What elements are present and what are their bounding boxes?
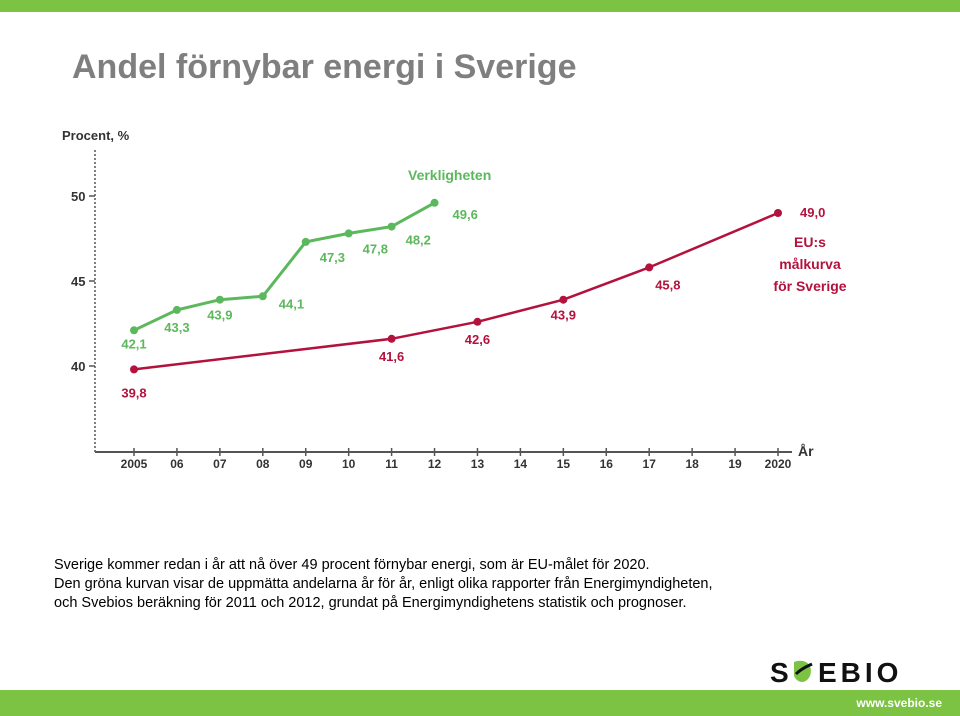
series-name-eu-target: målkurva <box>779 256 841 272</box>
x-tick-label: 2020 <box>764 457 792 471</box>
x-tick-label: 2005 <box>120 457 148 471</box>
data-label-green: 44,1 <box>278 296 305 312</box>
x-tick-label: 19 <box>728 457 742 471</box>
caption-line-3: och Svebios beräkning för 2011 och 2012, grundat på Energimyndighetens statistik och prognoser. <box>54 595 687 611</box>
svg-text:S: S <box>770 657 789 688</box>
data-label-green: 42,1 <box>121 336 147 352</box>
y-tick-label: 50 <box>71 189 86 204</box>
data-label-green: 47,8 <box>362 241 388 257</box>
x-tick-label: 11 <box>385 457 398 471</box>
renewable-energy-chart <box>0 110 960 480</box>
data-label-green: 49,6 <box>452 206 478 222</box>
data-label-green: 48,2 <box>405 232 431 248</box>
x-tick-label: 13 <box>470 457 485 471</box>
top-accent-bar <box>0 0 960 12</box>
series-name-eu-target: EU:s <box>794 234 826 250</box>
x-tick-label: 18 <box>685 457 699 471</box>
data-point-red <box>388 335 396 343</box>
data-point-green <box>216 296 224 304</box>
x-tick-label: 07 <box>213 457 227 471</box>
data-label-green: 47,3 <box>319 249 346 265</box>
data-point-red <box>473 318 481 326</box>
x-tick-label: 17 <box>642 457 656 471</box>
svebio-logo <box>770 654 940 690</box>
x-tick-label: 16 <box>599 457 613 471</box>
data-point-green <box>130 326 138 334</box>
series-name-verkligheten: Verkligheten <box>408 167 492 183</box>
data-label-red: 45,8 <box>655 277 681 293</box>
caption-line-1: Sverige kommer redan i år att nå över 49 procent förnybar energi, som är EU-målet för 2020. <box>54 557 650 573</box>
data-label-green: 43,9 <box>207 307 233 323</box>
data-point-green <box>259 292 267 300</box>
svg-text:EBIO: EBIO <box>818 657 903 688</box>
data-point-red <box>559 296 567 304</box>
caption-line-2: Den gröna kurvan visar de uppmätta andelarna år för år, enligt olika rapporter från Energimyndigheten, <box>54 576 713 592</box>
y-tick-label: 45 <box>71 274 86 289</box>
x-tick-label: 09 <box>299 457 313 471</box>
data-point-green <box>388 223 396 231</box>
data-point-red <box>645 263 653 271</box>
x-tick-label: 15 <box>556 457 571 471</box>
data-point-green <box>345 229 353 237</box>
data-point-red <box>774 209 782 217</box>
x-tick-label: 06 <box>170 457 184 471</box>
series-name-eu-target: för Sverige <box>773 278 847 294</box>
x-tick-label: 14 <box>513 457 528 471</box>
data-label-green: 43,3 <box>164 319 190 335</box>
website-url[interactable]: www.svebio.se <box>856 696 942 710</box>
y-tick-label: 40 <box>71 359 86 374</box>
data-label-red: 41,6 <box>378 348 405 364</box>
data-point-green <box>431 199 439 207</box>
x-axis-label: År <box>798 443 814 459</box>
page-title: Andel förnybar energi i Sverige <box>72 48 577 86</box>
series-line-eu-target <box>134 213 778 369</box>
data-label-red: 39,8 <box>121 385 147 401</box>
data-label-red: 43,9 <box>550 307 576 323</box>
y-axis-label: Procent, % <box>62 128 130 143</box>
data-label-red: 49,0 <box>800 205 826 220</box>
data-point-green <box>302 238 310 246</box>
x-tick-label: 12 <box>427 457 442 471</box>
x-tick-label: 08 <box>256 457 270 471</box>
data-point-green <box>173 306 181 314</box>
x-tick-label: 10 <box>341 457 356 471</box>
bottom-accent-bar <box>0 690 960 716</box>
data-point-red <box>130 365 138 373</box>
caption <box>54 556 944 613</box>
data-label-red: 42,6 <box>464 331 491 347</box>
